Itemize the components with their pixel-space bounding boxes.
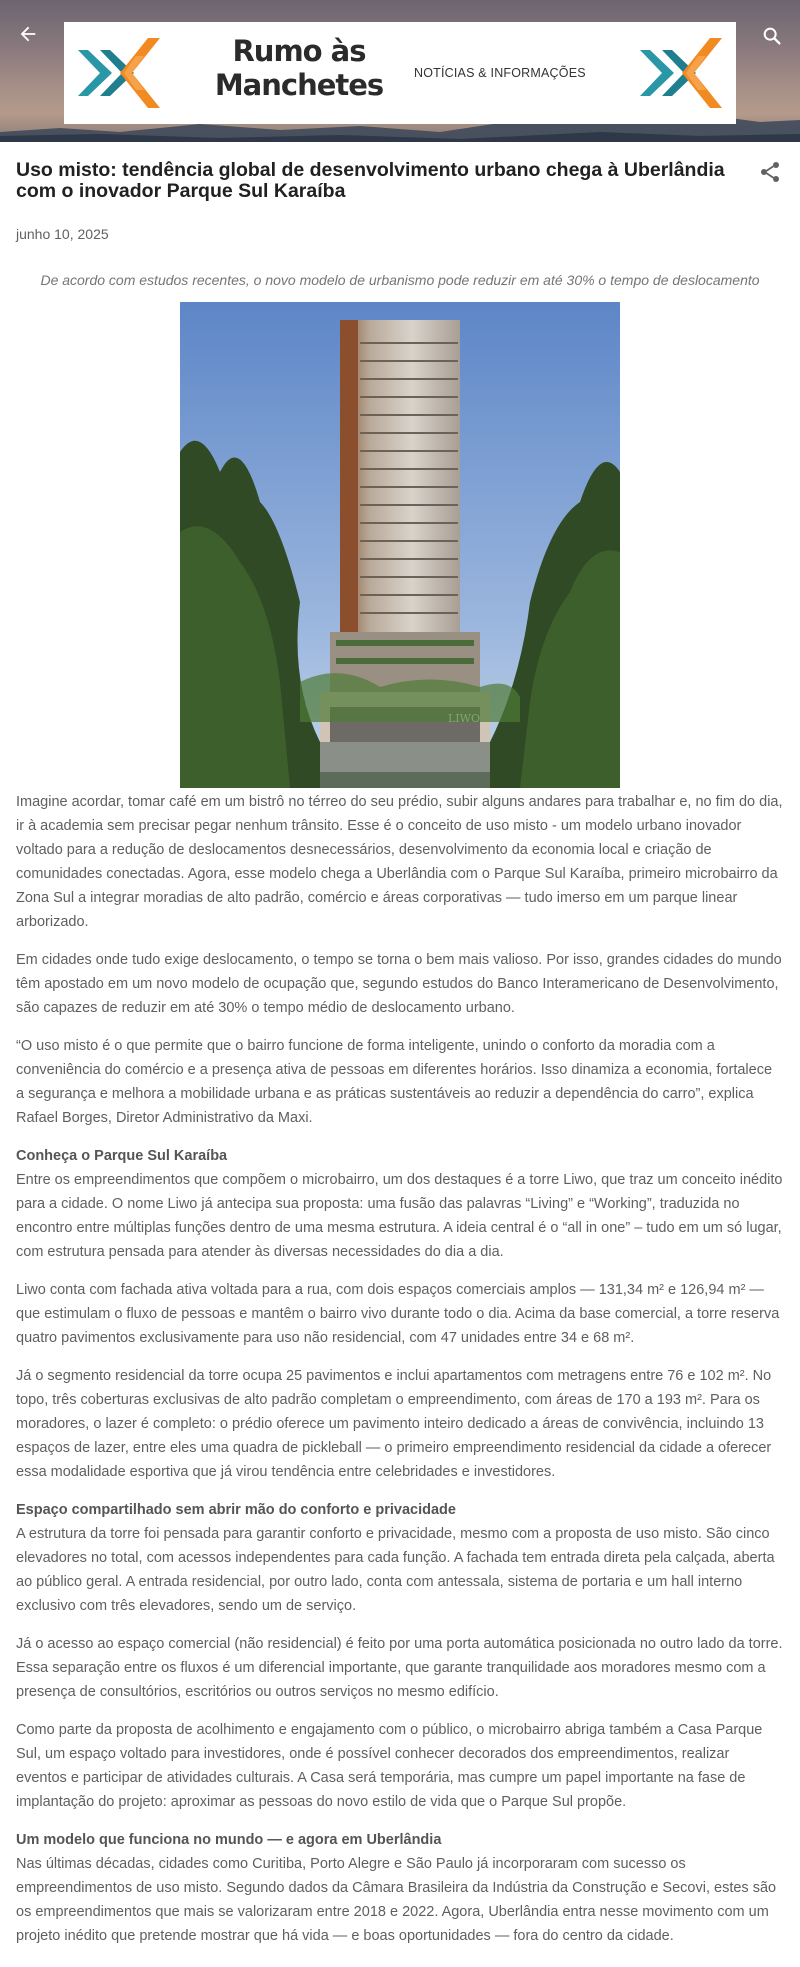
- post-subtitle: De acordo com estudos recentes, o novo modelo de urbanismo pode reduzir em até 30% o tempo de deslocamento: [40, 272, 760, 288]
- paragraph-2: Em cidades onde tudo exige deslocamento, o tempo se torna o bem mais valioso. Por isso, grandes cidades do mundo têm apostado em um novo modelo de ocupação que, segundo estudos do Banco Interamericano de Desenvolvimento, são capazes de reduzir em até 30% o tempo médio de deslocamento urbano.: [16, 952, 782, 1016]
- section1-paragraph-1: Entre os empreendimentos que compõem o microbairro, um dos destaques é a torre Liwo, que traz um conceito inédito para a cidade. O nome Liwo já antecipa sua proposta: uma fusão das palavras “Living” e “Working”, traduzida no encontro entre múltiplas funções dentro de uma mesma estrutura. A ideia central é o “all in one” – tudo em um só lugar, com estrutura pensada para atender às diversas necessidades do dia a dia.: [16, 1172, 783, 1260]
- chevron-arrows-logo: [74, 28, 164, 118]
- post-title: Uso misto: tendência global de desenvolvimento urbano chega à Uberlândia com o inovador Parque Sul Karaíba: [16, 159, 725, 202]
- post-title-row: [16, 142, 784, 202]
- section-heading-1: Conheça o Parque Sul Karaíba: [16, 1148, 228, 1164]
- brand-line-2: Manchetes: [214, 68, 384, 102]
- back-button[interactable]: [14, 20, 42, 48]
- brand-name: [214, 34, 384, 102]
- blog-header: [0, 0, 800, 142]
- post-date: junho 10, 2025: [16, 226, 109, 242]
- arrow-left-icon: [17, 23, 39, 45]
- share-button[interactable]: [758, 160, 782, 184]
- tower-render-image[interactable]: [180, 302, 620, 788]
- site-banner[interactable]: [64, 22, 736, 124]
- paragraph-1: Imagine acordar, tomar café em um bistrô no térreo do seu prédio, subir alguns andares para trabalhar e, no fim do dia, ir à academia sem precisar pegar nenhum trânsito. Esse é o conceito de uso misto - um modelo urbano inovador voltado para a redução de deslocamentos desnecessários, desenvolvimento da economia local e criação de comunidades conectadas. Agora, esse modelo chega a Uberlândia com o Parque Sul Karaíba, primeiro microbairro da Zona Sul a integrar moradias de alto padrão, comércio e áreas corporativas — tudo imerso em um parque linear arborizado.: [16, 794, 783, 930]
- section2-paragraph-1: A estrutura da torre foi pensada para garantir conforto e privacidade, mesmo com a proposta de uso misto. São cinco elevadores no total, com acessos independentes para cada função. A fachada tem entrada direta pela calçada, aberta ao público geral. A entrada residencial, por outro lado, conta com antessala, sistema de portaria e um hall interno exclusivo com três elevadores, sendo um de serviço.: [16, 1526, 775, 1614]
- brand-line-1: Rumo às: [232, 34, 366, 68]
- paragraph-3: “O uso misto é o que permite que o bairro funcione de forma inteligente, unindo o conforto da moradia com a conveniência do comércio e a presença ativa de pessoas em diferentes horários. Isso dinamiza a economia, fortalece a segurança e melhora a mobilidade urbana e as práticas sustentáveis ao reduzir a dependência do carro”, explica Rafael Borges, Diretor Administrativo da Maxi.: [16, 1038, 773, 1126]
- search-button[interactable]: [758, 22, 786, 50]
- section-heading-2: Espaço compartilhado sem abrir mão do conforto e privacidade: [16, 1502, 456, 1518]
- section2-paragraph-3: Como parte da proposta de acolhimento e engajamento com o público, o microbairro abriga também a Casa Parque Sul, um espaço voltado para investidores, onde é possível conhecer decorados dos empreendimentos, realizar eventos e participar de atividades culturais. A Casa será temporária, mas cumpre um papel importante na fase de implantação do projeto: aproximar as pessoas do novo estilo de vida que o Parque Sul propõe.: [16, 1722, 763, 1810]
- post-article: [0, 142, 800, 1962]
- section3-paragraph-1: Nas últimas décadas, cidades como Curitiba, Porto Alegre e São Paulo já incorporaram com sucesso os empreendimentos de uso misto. Segundo dados da Câmara Brasileira da Indústria da Construção e Secovi, estes são os empreendimentos que mais se valorizaram entre 2018 e 2022. Agora, Uberlândia entra nesse movimento com um projeto inédito que pretende mostrar que há vida — e boas oportunidades — fora do centro da cidade.: [16, 1856, 777, 1944]
- post-body: [16, 790, 784, 1948]
- section1-paragraph-2: Liwo conta com fachada ativa voltada para a rua, com dois espaços comerciais amplos — 131,34 m² e 126,94 m² — que estimulam o fluxo de pessoas e mantêm o bairro vivo durante todo o dia. Acima da base comercial, a torre reserva quatro pavimentos exclusivamente para uso não residencial, com 47 unidades entre 34 e 68 m².: [16, 1282, 780, 1346]
- section2-paragraph-2: Já o acesso ao espaço comercial (não residencial) é feito por uma porta automática posicionada no outro lado da torre. Essa separação entre os fluxos é um diferencial importante, que garante tranquilidade aos moradores mesmo com a presença de consultórios, escritórios ou outros serviços no mesmo edifício.: [16, 1636, 783, 1700]
- section1-paragraph-3: Já o segmento residencial da torre ocupa 25 pavimentos e inclui apartamentos com metragens entre 76 e 102 m². No topo, três coberturas exclusivas de alto padrão completam o empreendimento, com áreas de 170 a 193 m². Para os moradores, o lazer é completo: o prédio oferece um pavimento inteiro dedicado a áreas de convivência, incluindo 13 espaços de lazer, entre eles uma quadra de pickleball — o primeiro empreendimento residencial da cidade a oferecer essa modalidade esportiva que já virou tendência entre celebridades e investidores.: [16, 1368, 772, 1480]
- brand-tagline: NOTÍCIAS & INFORMAÇÕES: [414, 66, 586, 80]
- section-heading-3: Um modelo que funciona no mundo — e agora em Uberlândia: [16, 1832, 442, 1848]
- search-icon: [761, 25, 783, 47]
- share-icon: [758, 160, 782, 184]
- chevron-arrows-logo: [636, 28, 726, 118]
